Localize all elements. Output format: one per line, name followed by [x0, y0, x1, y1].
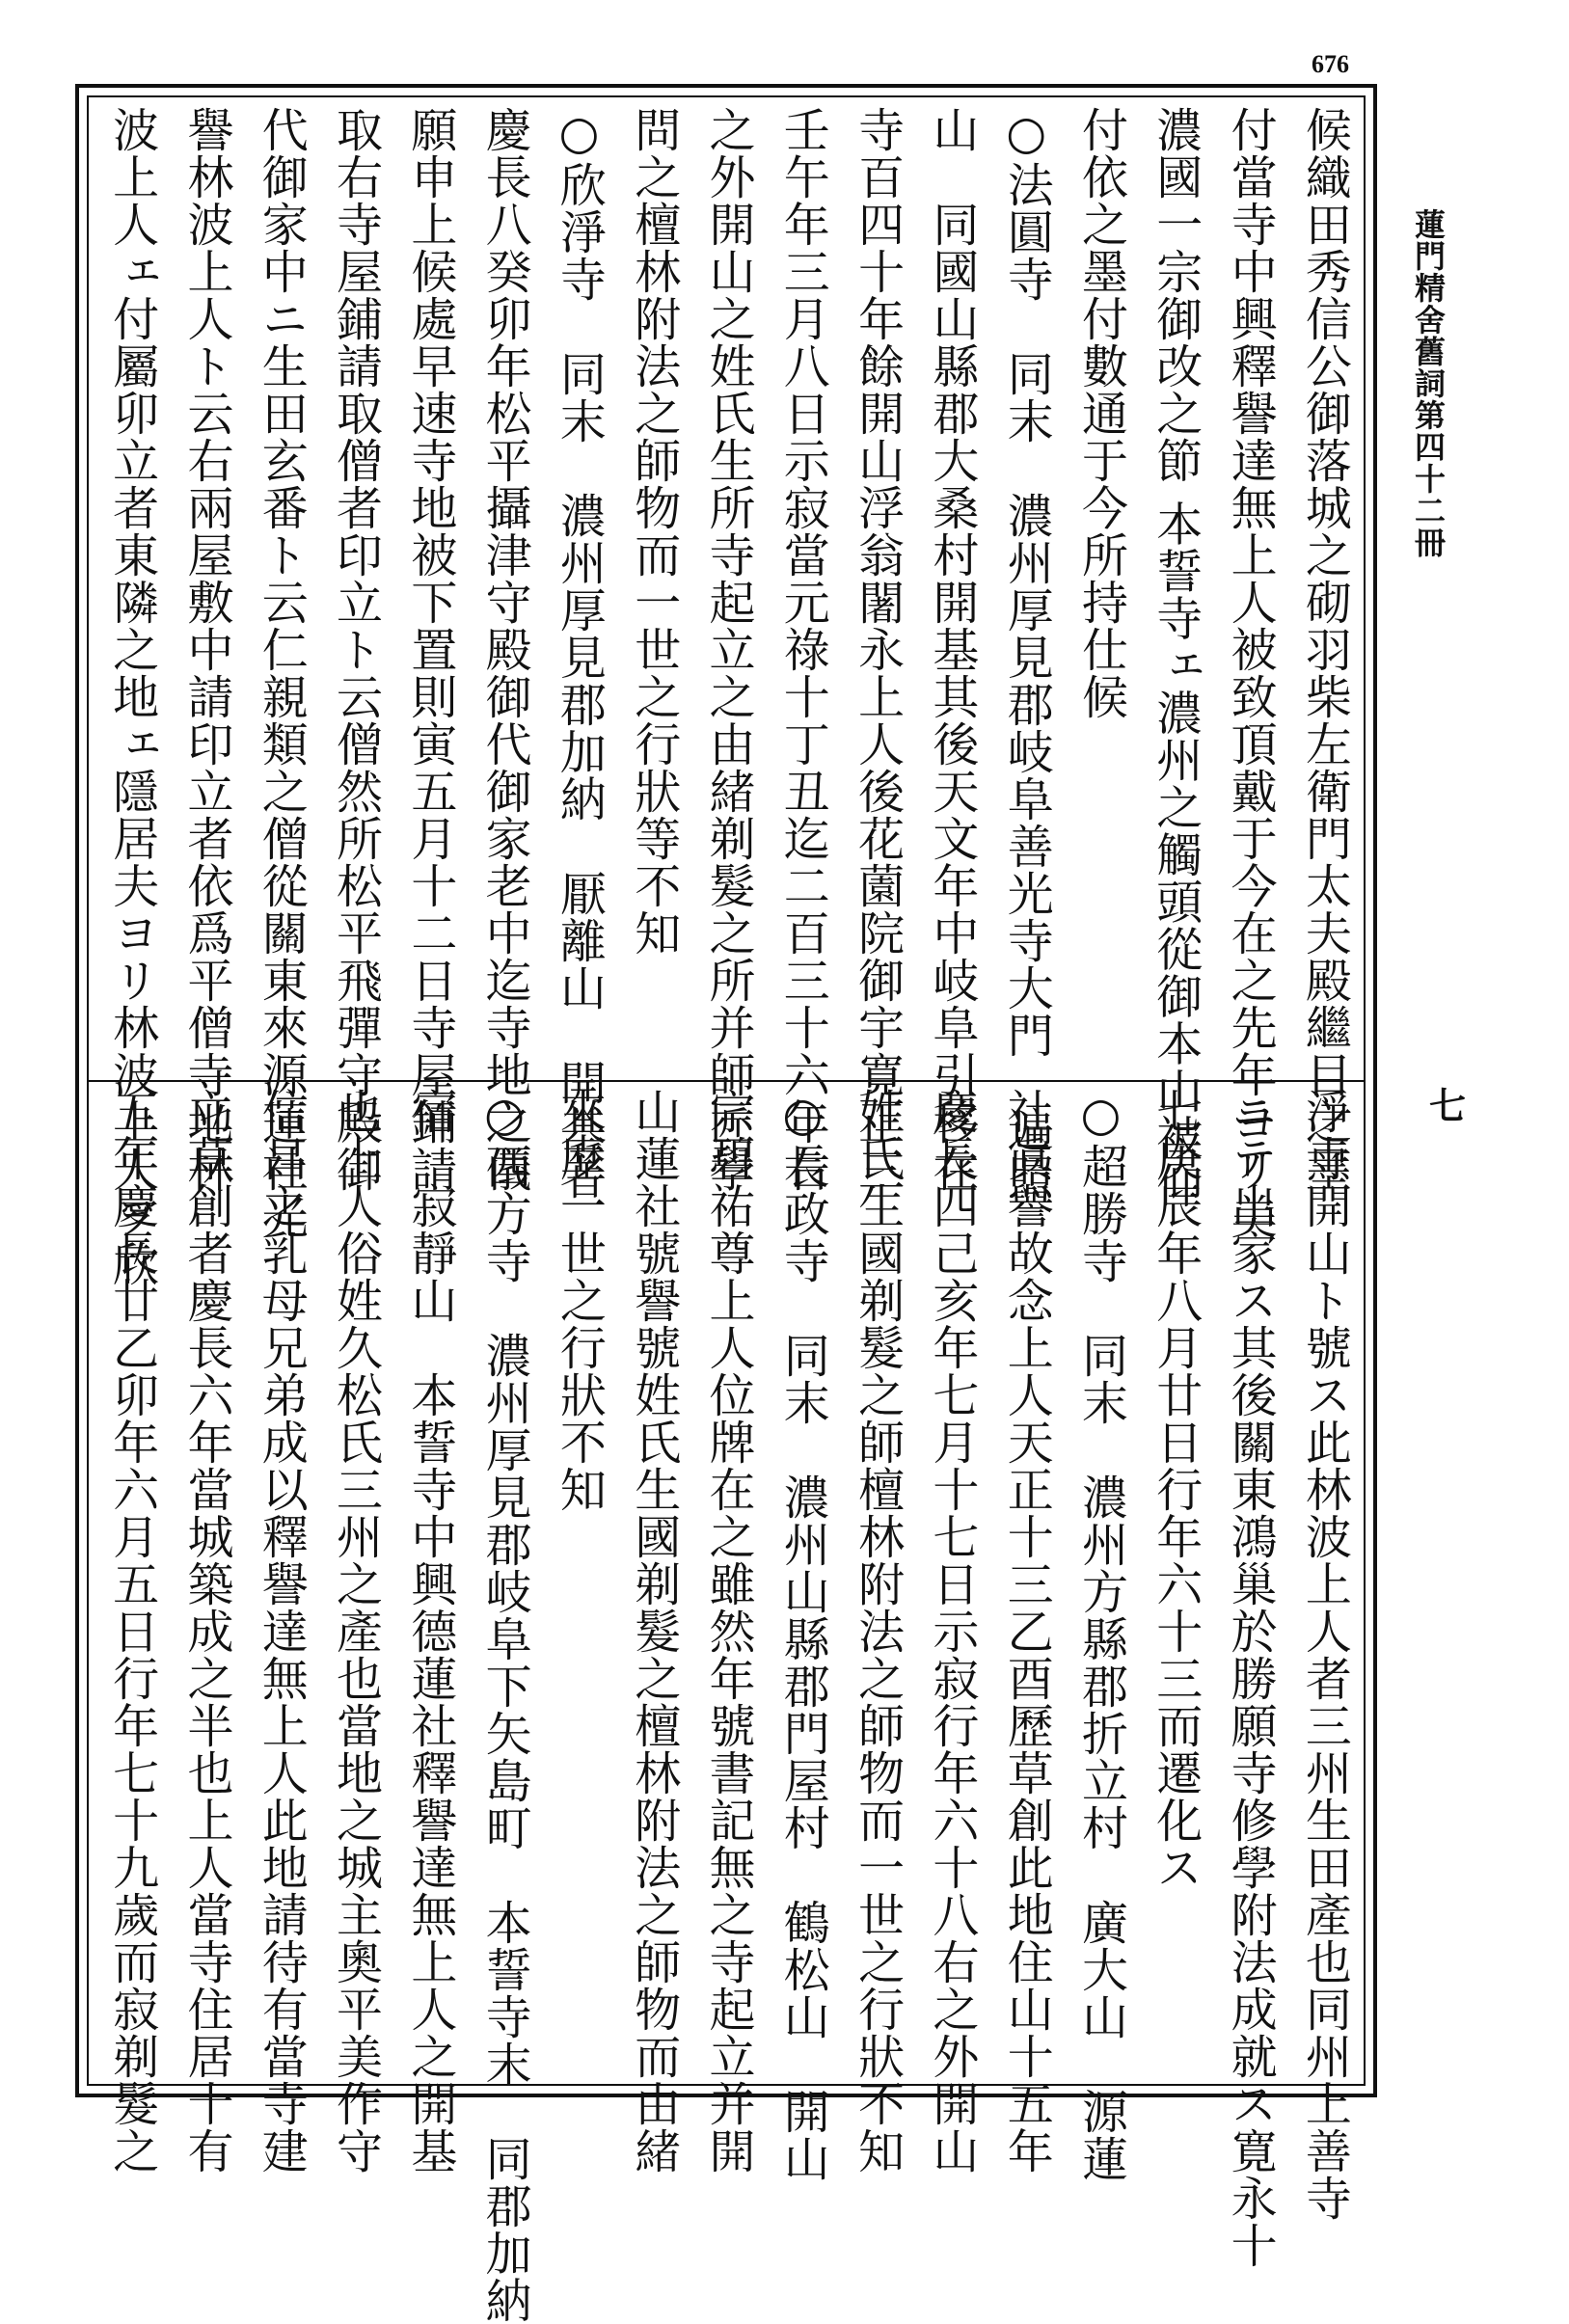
text-column: 付當寺中興釋譽達無上人被致頂戴于今在之先年ヨリ美: [1223, 106, 1278, 1240]
side-section-mark: 七: [1429, 1084, 1467, 1127]
bottom-text-section: [93, 1088, 1360, 2324]
text-column: ニテ出家ス其後關東鴻巢於勝願寺修學附法成就ス寛永十: [1223, 1088, 1278, 2269]
text-column: 也上人俗姓久松氏三州之產也當地之城主奧平美作守: [328, 1088, 383, 2175]
text-column: 信昌之乳母兄弟成以釋譽達無上人此地請待有當寺建: [254, 1088, 309, 2175]
text-column: 寺百四十年餘開山浮翁闍永上人後花薗院御宇寛正三: [850, 106, 905, 1193]
text-column: 慶長八癸卯年松平攝津守殿御代御家老中迄寺地之儀: [477, 106, 532, 1193]
page-number: 676: [1312, 50, 1349, 78]
text-column: 壬午年三月八日示寂當元祿十丁丑迄二百三十六年右: [775, 106, 830, 1193]
running-header: 蓮門精舍舊詞第四十二冊: [1410, 208, 1447, 558]
text-column: 七庚辰年八月廿日行年六十三而遷化ス: [1148, 1088, 1203, 1891]
text-column: 立草創者慶長六年當城築成之半也上人當寺住居十有: [178, 1088, 233, 2175]
text-column: 來歷一世之行狀不知: [552, 1088, 607, 1513]
text-column: 宗碧祐尊上人位牌在之雖然年號書記無之寺起立并開: [701, 1088, 755, 2175]
text-column: 淨寺開山ト號ス此林波上人者三州生田產也同州上善寺: [1297, 1088, 1352, 2222]
text-column: ○長政寺 同末 濃州山縣郡門屋村 鶴松山 開山: [775, 1088, 830, 2182]
text-column: 山 同國山縣郡大桑村開基其後天文年中岐阜引移在: [924, 106, 979, 1193]
top-text-section: [93, 106, 1360, 1287]
text-column: 山蓮社號譽號姓氏生國剃髮之檀林附法之師物而由緒: [626, 1088, 681, 2175]
text-column: 代御家中ニ生田玄番ト云仁親類之僧從關東來源蓮社光: [254, 106, 309, 1240]
text-column: 之外開山之姓氏生所寺起立之由緒剃髮之所并師匠學: [701, 106, 755, 1193]
text-column: 濃國一宗御改之節 本誓寺ェ濃州之觸頭從御本山被仰: [1148, 106, 1203, 1209]
text-column: 五年慶長廿乙卯年六月五日行年七十九歲而寂剃髮之: [104, 1088, 159, 2175]
text-column: 取右寺屋鋪請取僧者印立ト云僧然所松平飛彈守殿御: [328, 106, 383, 1193]
text-column: ○西方寺 濃州厚見郡岐阜下矢島町 本誓寺末 同郡加納: [477, 1088, 532, 2324]
text-column: ○法圓寺 同末 濃州厚見郡岐阜善光寺大門 遍照: [999, 106, 1054, 1201]
text-column: 慶長四己亥年七月十七日示寂行年六十八右之外開山: [924, 1088, 979, 2175]
text-column: 願申上候處早速寺地被下置則寅五月十二日寺屋鋪請: [402, 106, 457, 1193]
text-column: 社眞譽故念上人天正十三乙酉歷草創此地住山十五年: [999, 1088, 1054, 2175]
text-column: 候織田秀信公御落城之砌羽柴左衛門太夫殿繼目之墨: [1297, 106, 1352, 1193]
text-column: ○超勝寺 同末 濃州方縣郡折立村 廣大山 源蓮: [1073, 1088, 1128, 2182]
text-column: ○欣淨寺 同末 濃州厚見郡加納 厭離山 開基者: [552, 106, 607, 1201]
text-column: 宿 寂靜山 本誓寺中興德蓮社釋譽達無上人之開基: [402, 1088, 457, 2175]
text-column: 姓氏生國剃髮之師檀林附法之師物而一世之行狀不知: [850, 1088, 905, 2175]
text-column: 付依之墨付數通于今所持仕候: [1073, 106, 1128, 720]
text-column: 譽林波上人ト云右兩屋敷中請印立者依爲平僧寺地林: [178, 106, 233, 1193]
text-column: 波上人ェ付屬卯立者東隣之地ェ隱居夫ヨリ林波上人ヲ欣: [104, 106, 159, 1287]
text-column: 問之檀林附法之師物而一世之行狀等不知: [626, 106, 681, 957]
